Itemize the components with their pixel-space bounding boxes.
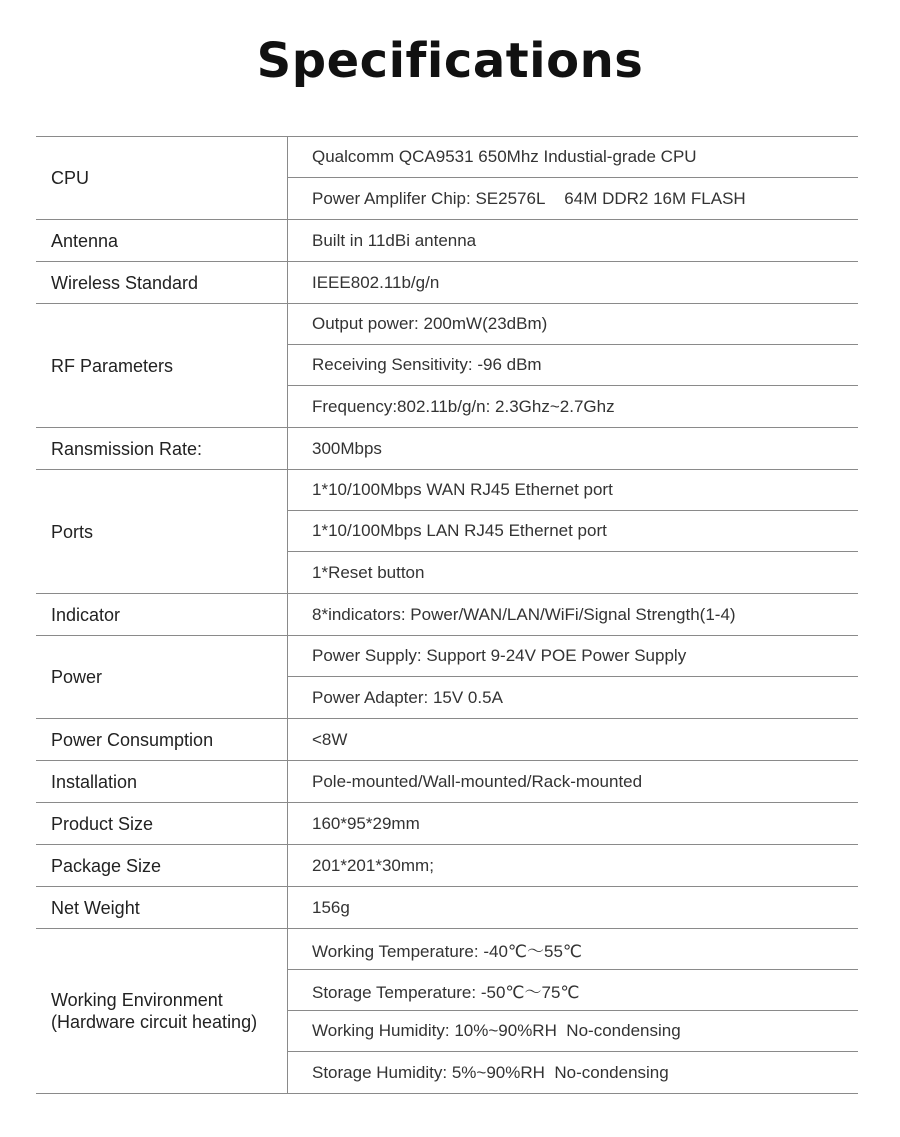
spec-values <box>288 304 858 427</box>
spec-label <box>36 845 288 886</box>
spec-value: 1*Reset button <box>312 562 425 582</box>
spec-label <box>36 887 288 928</box>
spec-row-rf-parameters <box>36 304 858 428</box>
spec-value: <8W <box>312 729 348 749</box>
spec-value: 201*201*30mm; <box>312 855 434 875</box>
spec-label <box>36 220 288 261</box>
spec-value: Built in 11dBi antenna <box>312 230 477 250</box>
spec-values <box>288 887 858 928</box>
spec-row-transmission-rate <box>36 428 858 470</box>
spec-value: Working Temperature: -40℃～55℃ <box>288 929 858 970</box>
spec-row-power <box>36 636 858 719</box>
spec-label <box>36 262 288 303</box>
spec-value: 160*95*29mm <box>312 813 420 833</box>
spec-value: Storage Humidity: 5%~90%RH No-condensing <box>312 1062 669 1082</box>
spec-values <box>288 470 858 593</box>
spec-table <box>36 136 858 1094</box>
spec-values <box>288 929 858 1093</box>
spec-value: Qualcomm QCA9531 650Mhz Industial-grade CPU <box>288 137 858 178</box>
spec-label <box>36 428 288 469</box>
spec-label-subtext: (Hardware circuit heating) <box>51 1012 258 1032</box>
spec-row-antenna <box>36 220 858 262</box>
spec-values <box>288 137 858 219</box>
spec-values <box>288 719 858 760</box>
spec-label <box>36 719 288 760</box>
spec-row-indicator <box>36 594 858 636</box>
spec-row-wireless-standard <box>36 262 858 304</box>
spec-label <box>36 304 288 427</box>
spec-values <box>288 594 858 635</box>
spec-label <box>36 761 288 802</box>
spec-label <box>36 470 288 593</box>
spec-label <box>36 137 288 219</box>
spec-label-text: Ransmission Rate: <box>51 438 203 459</box>
spec-value: Receiving Sensitivity: -96 dBm <box>288 345 858 386</box>
spec-values <box>288 761 858 802</box>
spec-row-power-consumption <box>36 719 858 761</box>
spec-value: 1*10/100Mbps LAN RJ45 Ethernet port <box>288 511 858 552</box>
spec-value: Pole-mounted/Wall-mounted/Rack-mounted <box>312 771 643 791</box>
spec-label <box>36 929 288 1093</box>
spec-label-text: Power Consumption <box>51 729 214 750</box>
spec-value: Power Amplifer Chip: SE2576L 64M DDR2 16M FLASH <box>312 188 746 208</box>
spec-value: 1*10/100Mbps WAN RJ45 Ethernet port <box>288 470 858 511</box>
spec-label-text: CPU <box>51 168 90 188</box>
spec-label-text: Wireless Standard <box>51 272 199 293</box>
spec-values <box>288 262 858 303</box>
spec-values <box>288 428 858 469</box>
spec-row-net-weight <box>36 887 858 929</box>
spec-label-text: Indicator <box>51 604 121 625</box>
spec-row-cpu <box>36 137 858 220</box>
spec-label <box>36 594 288 635</box>
spec-row-package-size <box>36 845 858 887</box>
spec-value: IEEE802.11b/g/n <box>312 272 440 292</box>
spec-label-text: Ports <box>51 521 94 542</box>
spec-label-text: Working Environment <box>51 990 223 1010</box>
spec-value: Power Adapter: 15V 0.5A <box>312 687 503 707</box>
spec-label-text: Power <box>51 667 103 687</box>
spec-value: Working Humidity: 10%~90%RH No-condensing <box>288 1011 858 1052</box>
spec-label-text: Package Size <box>51 855 162 876</box>
page-title: Specifications <box>256 33 644 89</box>
spec-label <box>36 803 288 844</box>
spec-label-text: RF Parameters <box>51 355 174 376</box>
spec-row-product-size <box>36 803 858 845</box>
spec-values <box>288 220 858 261</box>
spec-label <box>36 636 288 718</box>
spec-value: 300Mbps <box>312 438 382 458</box>
spec-label-text: Product Size <box>51 813 154 834</box>
spec-label-text: Net Weight <box>51 897 140 918</box>
spec-row-ports <box>36 470 858 594</box>
spec-values <box>288 636 858 718</box>
spec-value: Power Supply: Support 9-24V POE Power Supply <box>288 636 858 677</box>
spec-value: 8*indicators: Power/WAN/LAN/WiFi/Signal Strength(1-4) <box>312 604 736 624</box>
spec-value: 156g <box>312 897 350 917</box>
spec-values <box>288 845 858 886</box>
spec-label-text: Antenna <box>51 230 119 251</box>
spec-value: Output power: 200mW(23dBm) <box>288 304 858 345</box>
spec-row-working-environment <box>36 929 858 1094</box>
spec-value: Frequency:802.11b/g/n: 2.3Ghz~2.7Ghz <box>312 396 615 416</box>
spec-value: Storage Temperature: -50℃～75℃ <box>288 970 858 1011</box>
spec-label-text: Installation <box>51 771 138 792</box>
spec-row-installation <box>36 761 858 803</box>
spec-values <box>288 803 858 844</box>
